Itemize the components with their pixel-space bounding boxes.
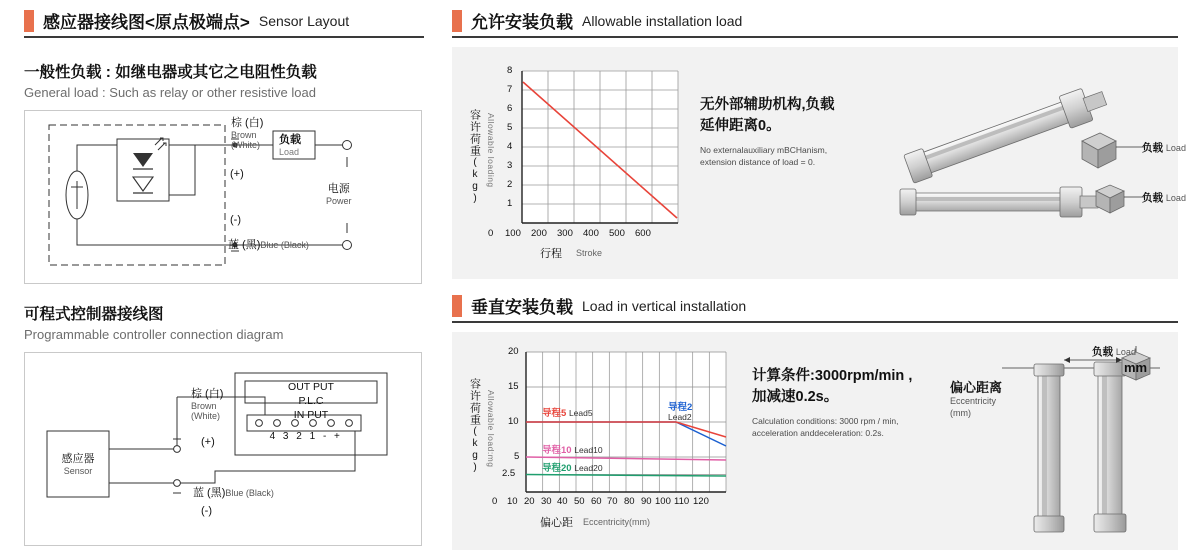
ecc-en: Eccentricity: [950, 396, 997, 407]
section-title-en-3: Load in vertical installation: [582, 297, 747, 314]
section-title-en: Sensor Layout: [258, 12, 350, 29]
plc-title-cn: 可程式控制器接线图: [24, 306, 164, 323]
x2-tick-70: 70: [607, 496, 618, 507]
note2-en-line1: Calculation conditions: 3000 rpm / min,: [752, 416, 899, 427]
chart1-xlabel-en: Stroke: [576, 248, 603, 258]
curve-label-lead5: 导程5 Lead5: [542, 408, 593, 419]
label-load-top: 负载 Load: [1142, 142, 1186, 154]
x2-tick-50: 50: [574, 496, 585, 507]
plc-output-label: OUT PUT: [288, 381, 334, 393]
section-accent-bar: [24, 10, 34, 32]
note2-en-line2: acceleration anddeceleration: 0.2s.: [752, 427, 884, 438]
plc-text-block: [247, 380, 375, 423]
label-eccentricity: [950, 380, 1002, 419]
plc-wiring-diagram: [24, 352, 422, 546]
label-minus-2: (-): [201, 505, 212, 517]
section-header-vertical-load: [452, 293, 1178, 323]
chart1-ylabel-en: Allowable loading: [486, 113, 496, 188]
y-tick-6: 6: [507, 103, 513, 114]
x-tick-100: 100: [505, 228, 521, 239]
y2-tick-15: 15: [508, 381, 519, 392]
left-column: [24, 8, 424, 546]
y-tick-7: 7: [507, 84, 513, 95]
label-brown-white: 棕 (白) Brown (White): [231, 117, 264, 150]
x2-tick-80: 80: [624, 496, 635, 507]
x2-tick-30: 30: [541, 496, 552, 507]
label-plus: (+): [230, 168, 244, 180]
note1-cn-line1: 无外部辅助机构,负载: [700, 97, 835, 113]
vertical-load-note: [752, 366, 952, 439]
y-tick-1: 1: [507, 198, 513, 209]
y2-tick-2-5: 2.5: [502, 468, 516, 479]
chart2-xlabel-en: Eccentricity(mm): [583, 517, 650, 527]
y2-tick-10: 10: [508, 416, 519, 427]
x2-tick-40: 40: [557, 496, 568, 507]
y2-tick-20: 20: [508, 346, 519, 357]
chart2-xlabel-cn: 偏心距: [540, 517, 573, 529]
actuator-illustration-horizontal: [892, 67, 1162, 257]
note2-cn-line2: 加减速0.2s。: [752, 389, 839, 406]
label-blue-black-2: 蓝 (黑)Blue (Black): [193, 487, 274, 499]
plc-title-en: Programmable controller connection diagram: [24, 327, 284, 342]
right-column: [452, 8, 1186, 550]
x-tick-400: 400: [583, 228, 599, 239]
note1-en-line1: No externalauxiliary mBCHanism,: [700, 145, 828, 156]
label-minus: (-): [230, 214, 241, 226]
plc-pin-labels: 4 3 2 1 - +: [269, 431, 343, 442]
chart2-ylabel-cn: 容许荷重(kg): [468, 378, 481, 474]
allowable-load-note: [700, 95, 880, 168]
curve-label-lead20: 导程20 Lead20: [542, 463, 603, 474]
vertical-load-chart: [470, 340, 760, 540]
x-tick-500: 500: [609, 228, 625, 239]
curve-label-lead10: 导程10 Lead10: [542, 445, 603, 456]
y-tick-8: 8: [507, 65, 513, 76]
label-load-bottom: 负载 Load: [1142, 192, 1186, 204]
vertical-load-panel: [452, 332, 1178, 550]
x2-tick-90: 90: [641, 496, 652, 507]
label-load-vertical: 负载 Load: [1092, 346, 1136, 358]
y-tick-3: 3: [507, 160, 513, 171]
section-title-cn-3: 垂直安装负载: [471, 298, 573, 317]
x-tick-300: 300: [557, 228, 573, 239]
section-title-cn: 感应器接线图<原点极端点>: [43, 13, 250, 32]
chart2-ylabel-en: Allowable load:mg: [486, 390, 496, 468]
x-tick-200: 200: [531, 228, 547, 239]
note1-cn-line2: 延伸距离0。: [700, 118, 781, 135]
label-load: 负载 Load: [279, 134, 301, 157]
chart1-xlabel-cn: 行程: [540, 248, 562, 260]
y-tick-5: 5: [507, 122, 513, 133]
general-load-title-cn: 一般性负载 : 如继电器或其它之电阻性负载: [24, 64, 317, 81]
sensor-wiring-svg: [25, 111, 421, 283]
x2-tick-20: 20: [524, 496, 535, 507]
label-brown-white-2: 棕 (白) Brown (White): [191, 388, 224, 421]
label-sensor: 感应器 Sensor: [61, 453, 95, 476]
section-title-cn-2: 允许安装负载: [471, 13, 573, 32]
label-power: 电源 Power: [326, 183, 352, 206]
x-tick-0: 0: [488, 228, 494, 239]
x2-tick-10: 10: [507, 496, 518, 507]
note2-cn-line1: 计算条件:3000rpm/min ,: [752, 368, 913, 384]
general-load-title-en: General load : Such as relay or other resistive load: [24, 85, 316, 100]
section-accent-bar-3: [452, 295, 462, 317]
section-title-en-2: Allowable installation load: [582, 12, 743, 29]
curve-label-lead2: 导程2 Lead2: [668, 402, 693, 423]
plc-name-label: P.L.C: [298, 395, 324, 408]
section-header-allowable-load: [452, 8, 1178, 38]
label-mm-unit: mm: [1124, 360, 1148, 375]
x2-tick-110: 110: [674, 496, 690, 507]
label-plus-2: (+): [201, 436, 215, 448]
chart1-ylabel-cn: 容许荷重(kg): [468, 109, 481, 205]
ecc-cn: 偏心距离: [950, 380, 1003, 395]
label-blue-black: 蓝 (黑)Blue (Black): [228, 239, 309, 251]
note1-en-line2: extension distance of load = 0.: [700, 156, 816, 167]
y-tick-2: 2: [507, 179, 513, 190]
x2-tick-60: 60: [591, 496, 602, 507]
y2-tick-5: 5: [514, 451, 520, 462]
section-header-sensor-layout: [24, 8, 424, 38]
x2-tick-0: 0: [492, 496, 498, 507]
x2-tick-120: 120: [693, 496, 709, 507]
y-tick-4: 4: [507, 141, 513, 152]
allowable-load-panel: [452, 47, 1186, 279]
plc-input-label: IN PUT: [293, 409, 329, 422]
section-accent-bar-2: [452, 10, 462, 32]
x-tick-600: 600: [635, 228, 651, 239]
ecc-unit: (mm): [950, 407, 971, 418]
sensor-wiring-diagram: [24, 110, 422, 284]
x2-tick-100: 100: [655, 496, 671, 507]
